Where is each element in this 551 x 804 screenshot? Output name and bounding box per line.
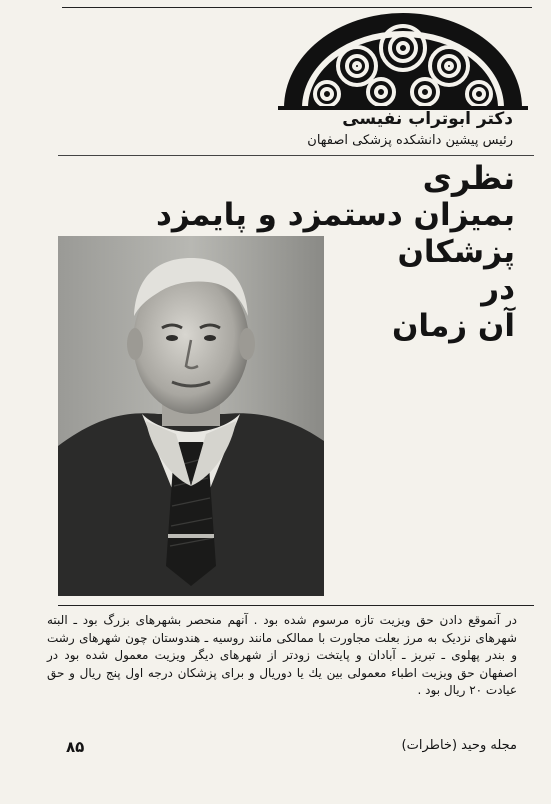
author-title: رئیس پیشین دانشکده پزشکی اصفهان	[307, 133, 513, 148]
body-top-rule	[58, 605, 534, 606]
page-number: ۸۵	[66, 738, 85, 756]
headline-line-3: در	[481, 271, 515, 307]
headline-line-2: بمیزان دستمزد و پایمزد پزشکان	[155, 197, 515, 270]
top-rule	[62, 7, 532, 8]
author-name: دکتر ابوتراب نفیسی	[342, 109, 513, 129]
body-paragraph: در آنموقع دادن حق ویزیت تازه مرسوم شده بود . آنهم منحصر بشهرهای بزرگ بود ـ البته شهرهای نزدیک به مرز بعلت مجاورت با ممالکی مانند روسیه ـ هندوستان چون شهرهای رشت و بندر پهلوی ـ تبریز ـ آبادان و پایتخت زودتر از شهرهای دیگر ویزیت معمول شده بود در اصفهان حق ویزیت اطباء معمولی بین یك یا دوریال و برای پزشکان درجه اول پنج ریال و حق عیادت ۲۰ ریال بود .	[47, 613, 517, 697]
author-portrait-photo	[58, 236, 324, 596]
author-block	[307, 108, 513, 150]
journal-name: مجله وحید (خاطرات)	[401, 738, 517, 753]
headline-line-4: آن زمان	[391, 308, 515, 344]
author-divider	[58, 155, 534, 156]
article-body	[47, 612, 517, 700]
decorative-scroll-ornament	[278, 10, 528, 110]
headline-line-1: نظری	[422, 159, 515, 197]
